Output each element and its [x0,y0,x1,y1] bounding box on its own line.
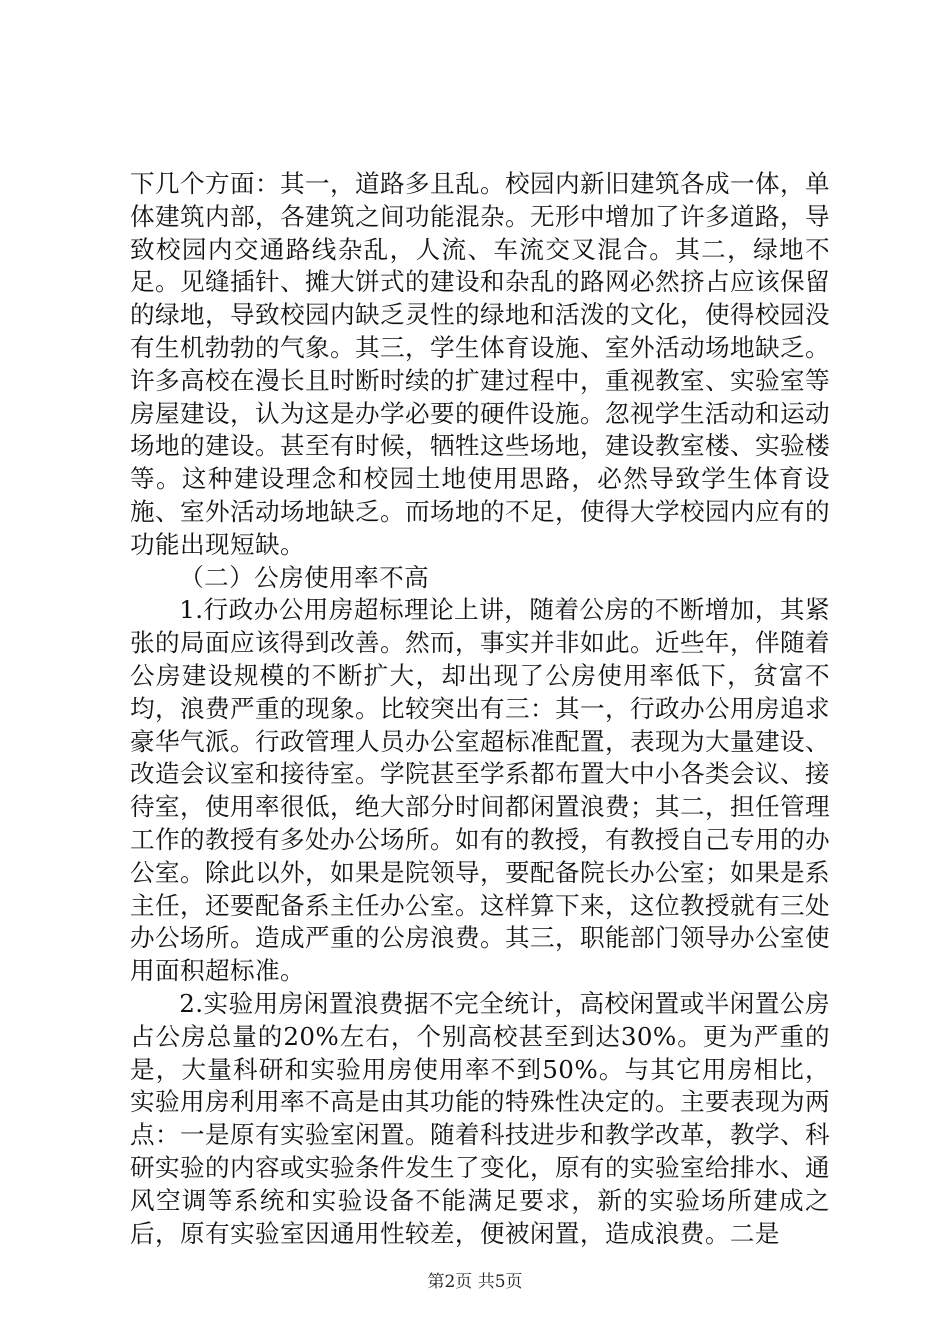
page-body [130,168,830,1250]
paragraph-item-1: 1.行政办公用房超标理论上讲，随着公房的不断增加，其紧张的局面应该得到改善。然而，事实并非如此。近些年，伴随着公房建设规模的不断扩大，却出现了公房使用率低下，贫富不均，浪费严重的现象。比较突出有三：其一，行政办公用房追求豪华气派。行政管理人员办公室超标准配置，表现为大量建设、改造会议室和接待室。学院甚至学系都布置大中小各类会议、接待室，使用率很低，绝大部分时间都闲置浪费；其二，担任管理工作的教授有多处办公场所。如有的教授，有教授自己专用的办公室。除此以外，如果是院领导，要配备院长办公室；如果是系主任，还要配备系主任办公室。这样算下来，这位教授就有三处办公场所。造成严重的公房浪费。其三，职能部门领导办公室使用面积超标准。 [130,595,830,986]
paragraph-continuation: 下几个方面：其一，道路多且乱。校园内新旧建筑各成一体，单体建筑内部，各建筑之间功能混杂。无形中增加了许多道路，导致校园内交通路线杂乱，人流、车流交叉混合。其二，绿地不足。见缝插针、摊大饼式的建设和杂乱的路网必然挤占应该保留的绿地，导致校园内缺乏灵性的绿地和活泼的文化，使得校园没有生机勃勃的气象。其三，学生体育设施、室外活动场地缺乏。许多高校在漫长且时断时续的扩建过程中，重视教室、实验室等房屋建设，认为这是办学必要的硬件设施。忽视学生活动和运动场地的建设。甚至有时候，牺牲这些场地，建设教室楼、实验楼等。这种建设理念和校园土地使用思路，必然导致学生体育设施、室外活动场地缺乏。而场地的不足，使得大学校园内应有的功能出现短缺。 [130,169,830,559]
paragraph-item-2: 2.实验用房闲置浪费据不完全统计，高校闲置或半闲置公房占公房总量的20%左右，个别高校甚至到达30%。更为严重的是，大量科研和实验用房使用率不到50%。与其它用房相比，实验用房利用率不高是由其功能的特殊性决定的。主要表现为两点：一是原有实验室闲置。随着科技进步和教学改革，教学、科研实验的内容或实验条件发生了变化，原有的实验室给排水、通风空调等系统和实验设备不能满足要求，新的实验场所建成之后，原有实验室因通用性较差，便被闲置，造成浪费。二是 [130,988,830,1248]
section-heading: （二）公房使用率不高 [179,562,430,592]
page-footer: 第2页 共5页 [427,1272,523,1292]
